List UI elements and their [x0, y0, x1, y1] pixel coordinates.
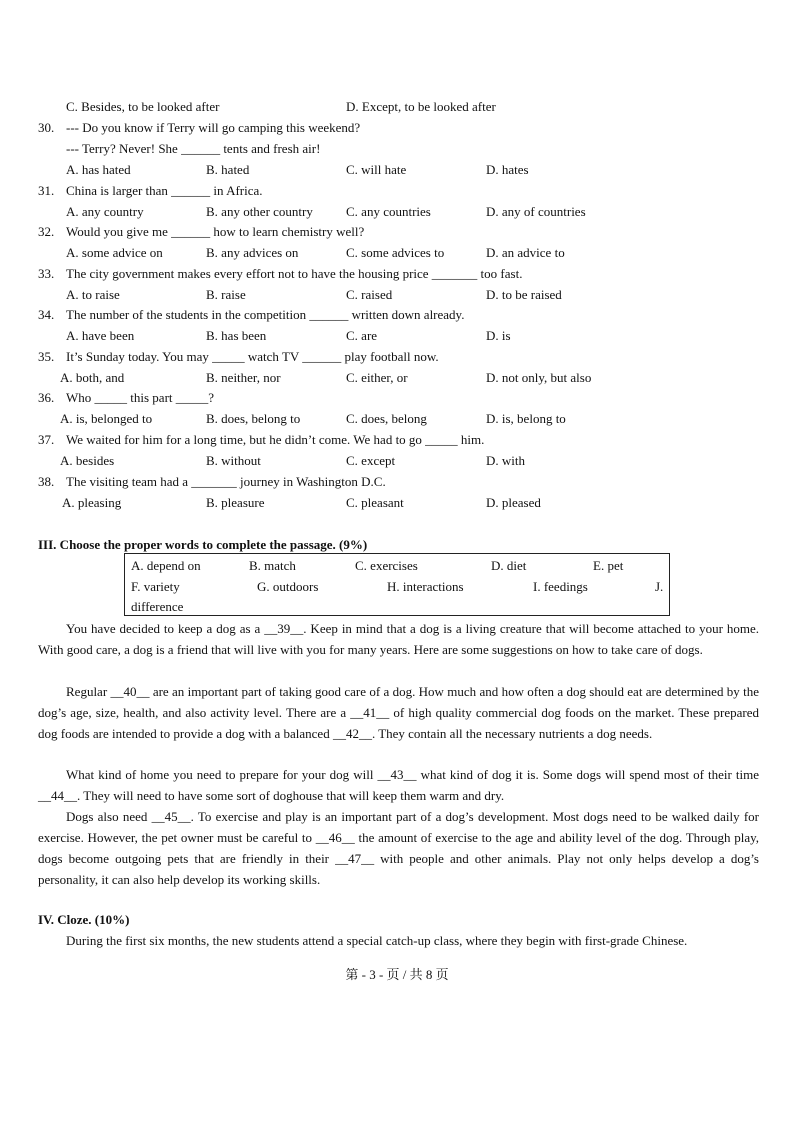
section-3-heading: III. Choose the proper words to complete the passage. (9%) — [38, 537, 368, 552]
q31-stem: China is larger than ______ in Africa. — [66, 183, 263, 198]
word-j-text: difference — [131, 599, 184, 614]
q32-option-a: A. some advice on — [66, 245, 163, 260]
q32-stem: Would you give me ______ how to learn chemistry well? — [66, 224, 365, 239]
q32-option-c: C. some advices to — [346, 245, 445, 260]
word-b: B. match — [249, 558, 296, 573]
q33-stem: The city government makes every effort not to have the housing price _______ too fast. — [66, 266, 523, 281]
word-c: C. exercises — [355, 558, 418, 573]
q38-option-a: A. pleasing — [62, 495, 122, 510]
q30-option-c: C. will hate — [346, 162, 407, 177]
section-4-heading: IV. Cloze. (10%) — [38, 912, 130, 927]
q35-option-d: D. not only, but also — [486, 370, 592, 385]
q33-option-a: A. to raise — [66, 287, 120, 302]
word-a: A. depend on — [131, 558, 201, 573]
word-bank-box — [124, 553, 670, 616]
word-d: D. diet — [491, 558, 527, 573]
q35-number: 35. — [38, 349, 55, 364]
q30-stem-2: --- Terry? Never! She ______ tents and fresh air! — [66, 141, 321, 156]
q37-number: 37. — [38, 432, 55, 447]
q36-number: 36. — [38, 390, 55, 405]
q31-number: 31. — [38, 183, 55, 198]
q32-option-b: B. any advices on — [206, 245, 299, 260]
q38-number: 38. — [38, 474, 55, 489]
q31-option-b: B. any other country — [206, 204, 313, 219]
q31-option-d: D. any of countries — [486, 204, 586, 219]
word-j-letter: J. — [655, 579, 664, 594]
q38-option-c: C. pleasant — [346, 495, 404, 510]
q30-option-a: A. has hated — [66, 162, 131, 177]
cloze-intro: During the first six months, the new students attend a special catch-up class, where they begin with first-grade Chinese. — [66, 933, 688, 948]
q35-stem: It’s Sunday today. You may _____ watch TV ______ play football now. — [66, 349, 439, 364]
q38-option-d: D. pleased — [486, 495, 541, 510]
passage-paragraph-2: Regular __40__ are an important part of taking good care of a dog. How much and how often a dog should eat are determined by the dog’s age, size, health, and also activity level. There are a __41__ of high quality commercial dog foods on the market. These prepared dog foods are intended to provide a dog with a balanced __42__. They contain all the necessary nutrients a dog needs. — [38, 684, 759, 741]
word-i: I. feedings — [533, 579, 588, 594]
q31-option-a: A. any country — [66, 204, 144, 219]
q35-option-c: C. either, or — [346, 370, 408, 385]
q37-option-b: B. without — [206, 453, 261, 468]
word-h: H. interactions — [387, 579, 464, 594]
q33-option-b: B. raise — [206, 287, 246, 302]
q33-option-c: C. raised — [346, 287, 393, 302]
q30-stem: --- Do you know if Terry will go camping this weekend? — [66, 120, 361, 135]
q38-option-b: B. pleasure — [206, 495, 265, 510]
q33-number: 33. — [38, 266, 55, 281]
word-f: F. variety — [131, 579, 180, 594]
q37-option-a: A. besides — [60, 453, 115, 468]
q37-stem: We waited for him for a long time, but he didn’t come. We had to go _____ him. — [66, 432, 485, 447]
q34-option-d: D. is — [486, 328, 511, 343]
q37-option-d: D. with — [486, 453, 525, 468]
q30-option-b: B. hated — [206, 162, 250, 177]
q29-option-c: C. Besides, to be looked after — [66, 99, 220, 114]
q35-option-b: B. neither, nor — [206, 370, 281, 385]
q32-number: 32. — [38, 224, 55, 239]
q36-option-b: B. does, belong to — [206, 411, 301, 426]
q34-number: 34. — [38, 307, 55, 322]
q30-number: 30. — [38, 120, 55, 135]
q36-stem: Who _____ this part _____? — [66, 390, 215, 405]
q31-option-c: C. any countries — [346, 204, 431, 219]
passage-paragraph-4: Dogs also need __45__. To exercise and play is an important part of a dog’s development. Most dogs need to be walked daily for exercise. However, the pet owner must be careful to __46__ the amount of exercise to the age and ability level of the dog. Through play, dogs become outgoing pets that are friendly in their __47__ with people and other animals. Play not only helps develop a dog’s personality, it can also help develop its working skills. — [38, 809, 759, 887]
q33-option-d: D. to be raised — [486, 287, 562, 302]
q35-option-a: A. both, and — [60, 370, 125, 385]
q30-option-d: D. hates — [486, 162, 529, 177]
passage-paragraph-3: What kind of home you need to prepare for your dog will __43__ what kind of dog it is. Some dogs will spend most of their time __44__. They will need to have some sort of doghouse that will keep them warm and dry. — [38, 767, 759, 803]
q34-option-a: A. have been — [66, 328, 135, 343]
q34-stem: The number of the students in the competition ______ written down already. — [66, 307, 465, 322]
page-footer: 第 - 3 - 页 / 共 8 页 — [345, 967, 449, 982]
word-e: E. pet — [593, 558, 624, 573]
q36-option-d: D. is, belong to — [486, 411, 566, 426]
q34-option-b: B. has been — [206, 328, 267, 343]
q32-option-d: D. an advice to — [486, 245, 565, 260]
q36-option-a: A. is, belonged to — [60, 411, 153, 426]
q37-option-c: C. except — [346, 453, 396, 468]
q36-option-c: C. does, belong — [346, 411, 427, 426]
q34-option-c: C. are — [346, 328, 378, 343]
passage-paragraph-1: You have decided to keep a dog as a __39__. Keep in mind that a dog is a living creature that will become attached to your home. With good care, a dog is a friend that will live with you for many years. Here are some suggestions on how to take care of dogs. — [38, 621, 759, 657]
word-g: G. outdoors — [257, 579, 319, 594]
q38-stem: The visiting team had a _______ journey in Washington D.C. — [66, 474, 386, 489]
q29-option-d: D. Except, to be looked after — [346, 99, 496, 114]
